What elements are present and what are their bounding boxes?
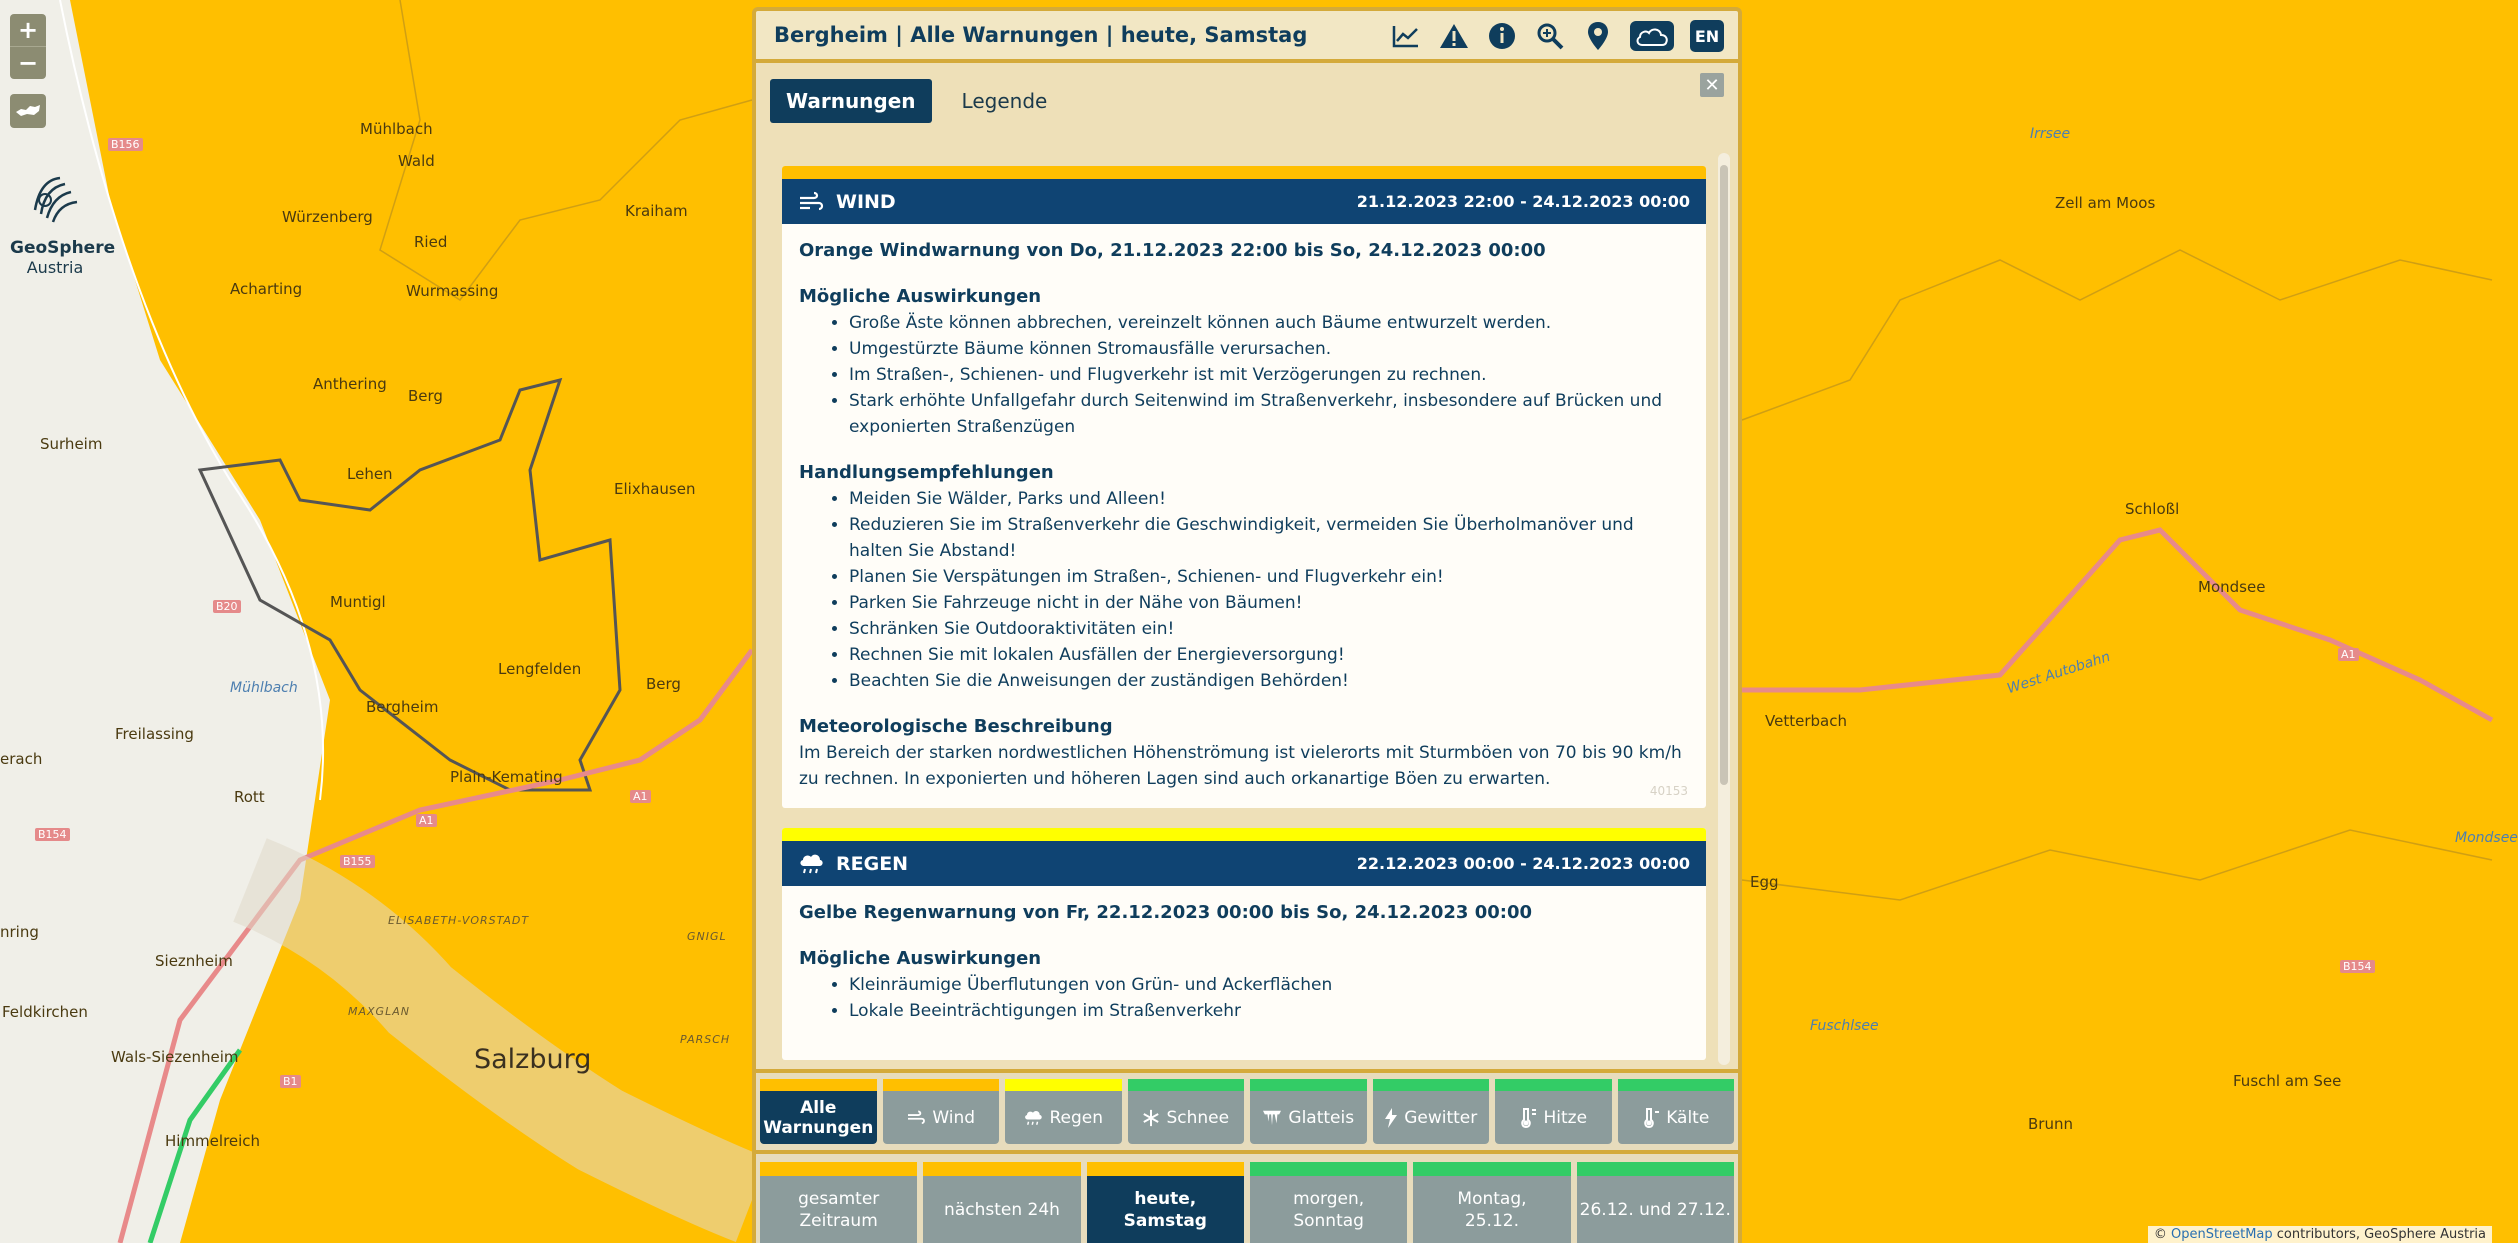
list-item: • Kleinräumige Überflutungen von Grün- und Ackerflächen xyxy=(849,972,1689,998)
map-label-place: Schloßl xyxy=(2125,500,2180,518)
advice-title: Handlungsempfehlungen xyxy=(799,462,1054,483)
map-label-district: PARSCH xyxy=(680,1033,731,1046)
filter-level-strip xyxy=(1128,1079,1245,1091)
filter-label: Alle Warnungen xyxy=(763,1097,874,1138)
tab-warnungen[interactable]: Warnungen xyxy=(770,79,932,123)
filter-regen[interactable] xyxy=(1005,1079,1122,1144)
warning-type-label: REGEN xyxy=(836,852,909,875)
day-level-strip xyxy=(923,1162,1080,1176)
ice-icon xyxy=(1262,1109,1282,1127)
attribution-suffix: contributors, GeoSphere Austria xyxy=(2272,1227,2486,1242)
map-label-place: Wald xyxy=(398,152,435,170)
thermometer-hot-icon xyxy=(1519,1107,1537,1129)
filter-glatteis[interactable] xyxy=(1250,1079,1367,1144)
map-label-city: Salzburg xyxy=(474,1044,592,1075)
map-label-water: Mühlbach xyxy=(230,680,298,696)
scrollbar[interactable] xyxy=(1718,153,1730,1065)
scrollbar-thumb[interactable] xyxy=(1720,165,1728,785)
day-level-strip xyxy=(1413,1162,1570,1176)
day-level-strip xyxy=(1577,1162,1734,1176)
map-label-place: nring xyxy=(0,923,39,941)
map-label-road: B1 xyxy=(280,1075,301,1088)
map-label-place: Fuschl am See xyxy=(2233,1072,2342,1090)
day-label-line1: Montag, xyxy=(1457,1188,1527,1209)
filter-alle-warnungen[interactable] xyxy=(760,1079,877,1144)
map-label-road: B20 xyxy=(213,600,241,613)
list-item: • Meiden Sie Wälder, Parks und Alleen! xyxy=(849,486,1689,512)
list-item: • Reduzieren Sie im Straßenverkehr die Geschwindigkeit, vermeiden Sie Überholmanöver und halten Sie Abstand! xyxy=(849,512,1689,564)
day-label-line1: nächsten 24h xyxy=(944,1199,1060,1220)
map-label-highway: West Autobahn xyxy=(2005,648,2113,698)
map-label-place: Freilassing xyxy=(115,725,194,743)
map-label-place: Anthering xyxy=(313,375,387,393)
filter-level-strip xyxy=(760,1079,877,1091)
map-label-place: Plain-Kemating xyxy=(450,768,563,786)
map-label-place: Brunn xyxy=(2028,1115,2073,1133)
austria-view-button[interactable] xyxy=(10,94,46,128)
map-label-place: Würzenberg xyxy=(282,208,373,226)
day-26-27-dez[interactable] xyxy=(1577,1162,1734,1243)
chart-icon[interactable] xyxy=(1390,20,1422,52)
list-item: • Große Äste können abbrechen, vereinzelt können auch Bäume entwurzelt werden. xyxy=(849,310,1689,336)
header-toolbar xyxy=(1390,20,1724,52)
openstreetmap-link[interactable]: OpenStreetMap xyxy=(2170,1227,2273,1242)
map-label-place: Mühlbach xyxy=(360,120,433,138)
day-heute-samstag[interactable] xyxy=(1087,1162,1244,1243)
day-label-line1: heute, xyxy=(1134,1188,1197,1209)
map-label-place: Sieznheim xyxy=(155,952,233,970)
warning-card-body xyxy=(782,224,1706,808)
filter-kaelte[interactable] xyxy=(1618,1079,1735,1144)
zoom-control xyxy=(10,14,46,79)
warning-time-range: 21.12.2023 22:00 - 24.12.2023 00:00 xyxy=(1356,192,1690,211)
meteo-description: Im Bereich der starken nordwestlichen Höhenströmung ist vielerorts mit Sturmböen von 70 bis 90 km/h zu rechnen. In exponierten und höheren Lagen sind auch orkanartige Böen zu erwarten. xyxy=(799,743,1682,789)
location-pin-icon[interactable] xyxy=(1582,20,1614,52)
warning-level-strip xyxy=(782,166,1706,179)
map-label-road: B154 xyxy=(2340,960,2375,973)
wind-icon xyxy=(798,191,824,213)
time-range-filters xyxy=(752,1154,1742,1243)
map-label-water: Fuschlsee xyxy=(1810,1018,1879,1034)
impacts-list xyxy=(799,310,1689,440)
close-panel-button[interactable]: ✕ xyxy=(1700,73,1724,97)
filter-label: Gewitter xyxy=(1404,1107,1478,1128)
filter-schnee[interactable] xyxy=(1128,1079,1245,1144)
map-label-road: A1 xyxy=(2338,648,2359,661)
warning-level-strip xyxy=(782,828,1706,841)
map-label-place: Ried xyxy=(414,233,448,251)
day-level-strip xyxy=(1250,1162,1407,1176)
filter-gewitter[interactable] xyxy=(1373,1079,1490,1144)
list-item: • Im Straßen-, Schienen- und Flugverkehr ist mit Verzögerungen zu rechnen. xyxy=(849,362,1689,388)
filter-label: Kälte xyxy=(1666,1107,1710,1128)
map-label-place: Acharting xyxy=(230,280,303,298)
impacts-title: Mögliche Auswirkungen xyxy=(799,286,1042,307)
language-toggle-button[interactable]: EN xyxy=(1690,20,1724,52)
panel-tabs xyxy=(770,79,1063,123)
warning-card-regen xyxy=(782,828,1706,1060)
warning-card-body xyxy=(782,886,1706,1060)
day-morgen-sonntag[interactable] xyxy=(1250,1162,1407,1243)
filter-wind[interactable] xyxy=(883,1079,1000,1144)
info-icon[interactable] xyxy=(1486,20,1518,52)
warning-card-wind xyxy=(782,166,1706,808)
day-label-line2: Samstag xyxy=(1123,1210,1207,1231)
filter-label: Wind xyxy=(932,1107,976,1128)
panel-header xyxy=(752,7,1742,63)
map-label-place: Rott xyxy=(234,788,265,806)
list-item: • Planen Sie Verspätungen im Straßen-, Schienen- und Flugverkehr ein! xyxy=(849,564,1689,590)
search-location-icon[interactable] xyxy=(1534,20,1566,52)
map-label-district: ELISABETH-VORSTADT xyxy=(388,914,530,927)
map-label-place: Feldkirchen xyxy=(2,1003,88,1021)
map-label-road: A1 xyxy=(630,790,651,803)
map-label-district: MAXGLAN xyxy=(348,1005,410,1018)
map-label-place: Zell am Moos xyxy=(2055,194,2156,212)
rain-icon xyxy=(798,852,824,876)
map-label-road: B154 xyxy=(35,828,70,841)
list-item: • Schränken Sie Outdooraktivitäten ein! xyxy=(849,616,1689,642)
geosphere-logo[interactable] xyxy=(10,170,116,277)
filter-label: Regen xyxy=(1049,1107,1104,1128)
map-label-place: Lehen xyxy=(347,465,393,483)
page-title: Bergheim | Alle Warnungen | heute, Samstag xyxy=(774,23,1308,47)
map-label-place: Wals-Siezenheim xyxy=(111,1048,239,1066)
map-label-place: Muntigl xyxy=(330,593,386,611)
map-label-water: Irrsee xyxy=(2030,126,2071,142)
filter-label: Hitze xyxy=(1543,1107,1588,1128)
day-naechsten-24h[interactable] xyxy=(923,1162,1080,1243)
map-label-place: Berg xyxy=(646,675,681,693)
map-label-place: erach xyxy=(0,750,43,768)
tab-legende[interactable]: Legende xyxy=(961,89,1048,113)
list-item: • Lokale Beeinträchtigungen im Straßenverkehr xyxy=(849,998,1689,1024)
zoom-out-button[interactable]: − xyxy=(17,49,39,77)
rain-icon xyxy=(1023,1109,1043,1127)
zoom-in-button[interactable]: + xyxy=(10,14,46,47)
warning-card-header[interactable] xyxy=(782,841,1706,886)
map-label-water: Mondsee xyxy=(2455,830,2518,846)
map-label-place: Bergheim xyxy=(366,698,439,716)
day-montag[interactable] xyxy=(1413,1162,1570,1243)
meteo-title: Meteorologische Beschreibung xyxy=(799,716,1113,737)
filter-level-strip xyxy=(1250,1079,1367,1091)
filter-level-strip xyxy=(1618,1079,1735,1091)
lightning-icon xyxy=(1384,1108,1398,1128)
list-item: • Beachten Sie die Anweisungen der zuständigen Behörden! xyxy=(849,668,1689,694)
wind-icon xyxy=(906,1110,926,1126)
attribution-prefix: © xyxy=(2153,1227,2171,1242)
warnings-list[interactable] xyxy=(782,166,1706,1063)
day-label-line1: gesamter xyxy=(798,1188,880,1209)
warning-reference-id: 40153 xyxy=(1649,784,1688,798)
day-level-strip xyxy=(760,1162,917,1176)
day-label-line2: Sonntag xyxy=(1293,1210,1364,1231)
warning-panel xyxy=(752,7,1742,1243)
warning-triangle-icon[interactable] xyxy=(1438,20,1470,52)
warning-headline: Gelbe Regenwarnung von Fr, 22.12.2023 00:00 bis So, 24.12.2023 00:00 xyxy=(799,902,1532,923)
logo-text-secondary: Austria xyxy=(26,258,84,277)
thermometer-cold-icon xyxy=(1642,1107,1660,1129)
day-level-strip xyxy=(1087,1162,1244,1176)
filter-level-strip xyxy=(1495,1079,1612,1091)
impacts-list xyxy=(799,972,1689,1024)
list-item: • Rechnen Sie mit lokalen Ausfällen der Energieversorgung! xyxy=(849,642,1689,668)
day-label-line2: 25.12. xyxy=(1464,1210,1519,1231)
map-label-place: Vetterbach xyxy=(1765,712,1847,730)
geosphere-logo-icon xyxy=(25,170,85,232)
map-label-road: A1 xyxy=(416,814,437,827)
day-label-line1: morgen, xyxy=(1293,1188,1365,1209)
filter-level-strip xyxy=(883,1079,1000,1091)
filter-label: Glatteis xyxy=(1288,1107,1355,1128)
snow-icon xyxy=(1142,1109,1160,1127)
map-label-place: Himmelreich xyxy=(165,1132,261,1150)
map-label-place: Berg xyxy=(408,387,443,405)
list-item: • Stark erhöhte Unfallgefahr durch Seitenwind im Straßenverkehr, insbesondere auf Brücken und exponierten Straßenzügen xyxy=(849,388,1689,440)
map-label-place: Lengfelden xyxy=(498,660,582,678)
day-label-line1: 26.12. und 27.12. xyxy=(1579,1199,1731,1220)
warning-type-label: WIND xyxy=(836,190,896,213)
cloud-layer-icon[interactable] xyxy=(1630,21,1674,51)
day-gesamter-zeitraum[interactable] xyxy=(760,1162,917,1243)
filter-label: Schnee xyxy=(1166,1107,1230,1128)
advice-list xyxy=(799,486,1689,694)
day-label-line2: Zeitraum xyxy=(799,1210,878,1231)
list-item: • Umgestürzte Bäume können Stromausfälle verursachen. xyxy=(849,336,1689,362)
austria-map-icon xyxy=(15,103,41,119)
list-item: • Parken Sie Fahrzeuge nicht in der Nähe von Bäumen! xyxy=(849,590,1689,616)
panel-content xyxy=(752,63,1742,1069)
map-label-place: Elixhausen xyxy=(614,480,696,498)
filter-hitze[interactable] xyxy=(1495,1079,1612,1144)
map-label-place: Wurmassing xyxy=(406,282,499,300)
map-label-place: Surheim xyxy=(40,435,103,453)
map-attribution xyxy=(2148,1226,2492,1243)
warning-card-header[interactable] xyxy=(782,179,1706,224)
warning-type-filters xyxy=(752,1069,1742,1154)
filter-level-strip xyxy=(1373,1079,1490,1091)
warning-time-range: 22.12.2023 00:00 - 24.12.2023 00:00 xyxy=(1356,854,1690,873)
warning-headline: Orange Windwarnung von Do, 21.12.2023 22:00 bis So, 24.12.2023 00:00 xyxy=(799,240,1546,261)
map-label-district: GNIGL xyxy=(687,930,727,943)
map-label-place: Egg xyxy=(1750,873,1779,891)
map-label-place: Kraiham xyxy=(625,202,688,220)
map-label-road: B155 xyxy=(340,855,375,868)
map-label-road: B156 xyxy=(108,138,143,151)
filter-level-strip xyxy=(1005,1079,1122,1091)
logo-text-primary: GeoSphere xyxy=(10,238,116,258)
map-label-place: Mondsee xyxy=(2198,578,2266,596)
impacts-title: Mögliche Auswirkungen xyxy=(799,948,1042,969)
